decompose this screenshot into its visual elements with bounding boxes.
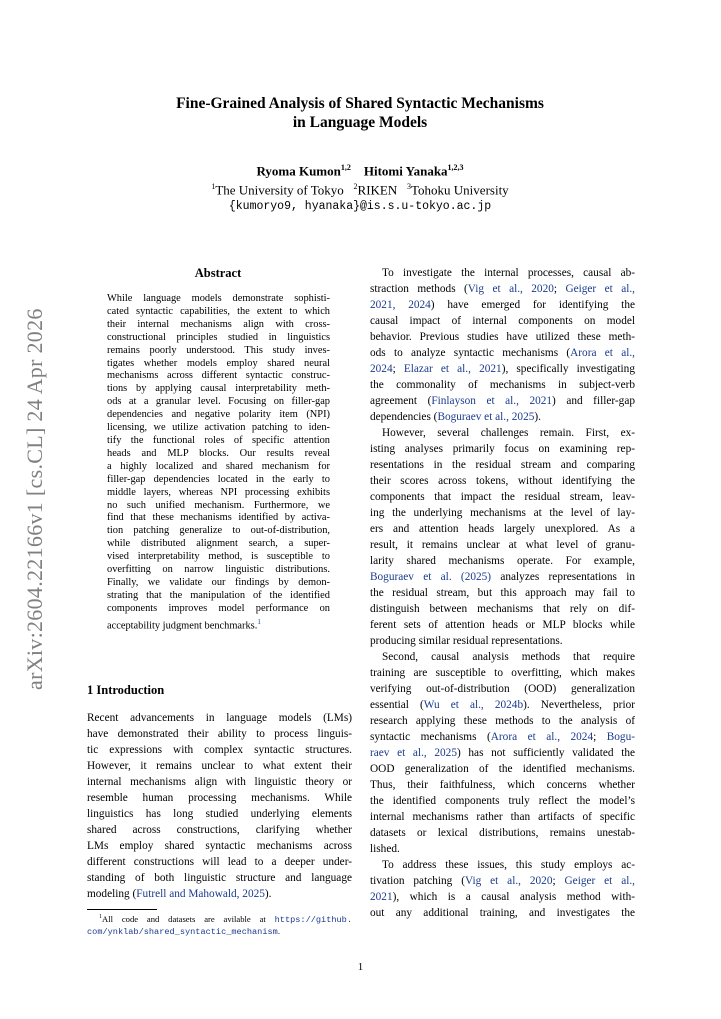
text-line: the commonality of mechanisms in subject-verb: [370, 379, 635, 391]
abstract-line: filler-gap dependencies located in the early to: [107, 473, 330, 485]
text-line: ing the underlying mechanisms at the level of lay-: [370, 507, 635, 519]
text-line: To address these issues, this study employs ac-: [382, 859, 635, 871]
citation-link[interactable]: Bogu-: [606, 731, 635, 743]
text-line: shared across constructions, clarifying whether: [87, 824, 352, 836]
section-heading-introduction: 1 Introduction: [87, 683, 165, 697]
abstract-line: Finally, we validate our findings by demon-: [107, 576, 330, 588]
text-line: [370, 345, 635, 361]
abstract-line: a highly localized and shared mechanism for: [107, 460, 330, 472]
title-line: Fine-Grained Analysis of Shared Syntactic Mechanisms: [176, 95, 544, 112]
text-line: [370, 569, 635, 585]
text-line: isting analyses primarily focus on examining rep-: [370, 443, 635, 455]
citation-link[interactable]: Elazar et al., 2021: [403, 363, 502, 375]
citation-link[interactable]: Boguraev et al. (2025): [370, 571, 492, 583]
text: ;: [552, 875, 565, 887]
abstract-heading: Abstract: [194, 266, 242, 280]
text-line: tic expressions with complex syntactic structures.: [87, 744, 352, 756]
footnote-line: [87, 912, 352, 926]
text-line: [370, 297, 635, 313]
footnote-divider: [87, 909, 157, 910]
affiliation: The University of Tokyo: [215, 182, 344, 198]
abstract-line: cated syntactic capabilities, the extent to which: [107, 305, 330, 317]
abstract-line: their internal mechanisms align with cross-: [107, 318, 330, 330]
text-line: behavior. Previous studies have utilized these meth-: [370, 331, 635, 343]
text: ).: [264, 888, 272, 900]
footnote-ref[interactable]: 1: [257, 617, 261, 626]
text-line: have demonstrated their ability to process linguis-: [87, 728, 352, 740]
text-line: their scores across tokens, without identifying the: [370, 475, 635, 487]
affiliation-mark: 2: [353, 182, 358, 192]
abstract-line: vised interpretability method, is susceptible to: [107, 551, 330, 563]
text-line: components that impact the residual stream, leav-: [370, 491, 635, 503]
citation-link[interactable]: Wu et al., 2024b: [423, 699, 524, 711]
abstract-line: licensing, we utilize activation patching to iden-: [107, 422, 330, 434]
text-line: larity shared mechanisms operate. For example,: [370, 555, 635, 567]
paragraph-overfitting: [370, 649, 635, 857]
text: ;: [593, 731, 607, 743]
text-line: causal impact of internal components on model: [370, 315, 635, 327]
footnote-line: [87, 926, 352, 939]
introduction-paragraph: [87, 710, 352, 902]
text-line: [370, 281, 635, 297]
text-line: [370, 889, 635, 905]
citation-link[interactable]: Arora et al.,: [570, 347, 635, 359]
abstract-line: dependencies and negative polarity item (NPI): [107, 409, 330, 421]
text-line: ers and attention heads largely unexplored. As a: [370, 523, 635, 535]
text-line: LMs employ shared syntactic mechanisms across: [87, 840, 352, 852]
text-line: OOD generalization of the identified mechanisms.: [370, 763, 635, 775]
author-email: {kumoryo9, hyanaka}@is.s.u-tokyo.ac.jp: [228, 199, 492, 213]
text-line: training are susceptible to overfitting, which makes: [370, 667, 635, 679]
citation-link[interactable]: 2021: [370, 891, 393, 903]
text-line: ferent sets of attention heads or MLP blocks while: [370, 619, 635, 631]
text-line: internal mechanisms rather than artifacts of specific: [370, 811, 635, 823]
right-column: [370, 265, 635, 921]
text-line: [87, 886, 352, 902]
author-name: Hitomi Yanaka: [363, 163, 448, 179]
footnote-text: All code and datasets are avilable at: [102, 913, 275, 924]
text-line: the residual stream, but this approach may fail to: [370, 587, 635, 599]
text-line: linguistics has long studied underlying elements: [87, 808, 352, 820]
abstract-line: no such unified mechanism. Furthermore, we: [107, 499, 330, 511]
text-line: [370, 729, 635, 745]
paragraph-challenges: [370, 425, 635, 649]
citation-link[interactable]: Finlayson et al., 2021: [431, 395, 553, 407]
abstract-line: ods at a granular level. Focusing on filler-gap: [107, 396, 330, 408]
abstract-body: [107, 293, 330, 633]
text: modeling (: [87, 888, 137, 900]
text-line: [370, 393, 635, 409]
text-line: standing of both linguistic structure and language: [87, 872, 352, 884]
abstract-line: find that these mechanisms identified by activa-: [107, 512, 330, 524]
citation-link[interactable]: Arora et al., 2024: [490, 731, 594, 743]
text: ods to analyze syntactic mechanisms (: [370, 347, 571, 359]
text-line: research applying these methods to the analysis of: [370, 715, 635, 727]
paragraph-causal-abstraction: [370, 265, 635, 425]
affiliation-mark: 1: [211, 182, 216, 192]
author-affiliation-mark: 1,2,3: [447, 163, 464, 172]
arxiv-stamp: arXiv:2604.22166v1 [cs.CL] 24 Apr 2026: [22, 308, 47, 690]
citation-link[interactable]: Boguraev et al., 2025: [437, 411, 535, 423]
text: ) and filler-gap: [552, 395, 635, 407]
author-names: [100, 160, 620, 179]
abstract-line: middle layers, whereas NPI processing exhibits: [107, 486, 330, 498]
text: dependencies (: [370, 411, 438, 423]
affiliations: [100, 179, 620, 198]
text-line: [370, 697, 635, 713]
text-line: producing similar residual representations.: [370, 635, 563, 647]
text-line: resemble human processing mechanisms. While: [87, 792, 352, 804]
text-line: To investigate the internal processes, causal ab-: [382, 267, 635, 279]
affiliation: RIKEN: [357, 182, 398, 198]
title-line: in Language Models: [292, 114, 428, 131]
footnote-url-link[interactable]: com/ynklab/shared_syntactic_mechanism: [87, 927, 278, 938]
text: analyzes representations in: [491, 571, 636, 583]
text: ). Nevertheless, prior: [523, 699, 635, 711]
text-line: internal mechanisms align with linguistic theory or: [87, 776, 352, 788]
abstract-line: remains poorly understood. This study inves-: [107, 344, 330, 356]
citation-link[interactable]: 2021, 2024: [370, 299, 431, 311]
footnote-mark: 1: [99, 914, 102, 920]
abstract-last-line: [107, 616, 330, 633]
text-line: lished.: [370, 843, 400, 855]
abstract-text: acceptability judgment benchmarks.: [107, 620, 258, 632]
text-line: Thus, their faithfulness, which concerns whether: [370, 779, 635, 791]
text-line: [370, 361, 635, 377]
citation-link[interactable]: Vig et al., 2020: [464, 875, 553, 887]
citation-link[interactable]: Vig et al., 2020: [467, 283, 554, 295]
affiliation-mark: 3: [407, 182, 412, 192]
citation-link[interactable]: Geiger et al.,: [564, 875, 635, 887]
text: ;: [553, 283, 566, 295]
text: tivation patching (: [370, 875, 465, 887]
abstract-line: strating that the manipulation of the identified: [107, 589, 330, 601]
abstract-line: heads and MLP blocks. Our results reveal: [107, 447, 330, 459]
text: ), specifically investigating: [501, 363, 635, 375]
text-line: different constructions will lead to a deeper under-: [87, 856, 352, 868]
author-name: Ryoma Kumon: [256, 163, 341, 179]
abstract-line: tion patching generalize to out-of-distribution,: [107, 525, 330, 537]
text-line: Recent advancements in language models (LMs): [87, 712, 352, 724]
abstract-line: tigates whether models employ shared neural: [107, 357, 330, 369]
paragraph-approach: [370, 857, 635, 921]
abstract-line: components improves model performance on: [107, 602, 330, 614]
text: essential (: [370, 699, 424, 711]
abstract-line: constructional principles studied in linguistics: [107, 331, 330, 343]
page-number: 1: [357, 961, 364, 973]
abstract-line: tify the functional roles of specific attention: [107, 434, 330, 446]
text: syntactic mechanisms (: [370, 731, 491, 743]
abstract-line: While language models demonstrate sophisti-: [107, 293, 330, 304]
text: ) have emerged for identifying the: [430, 299, 635, 311]
text-line: distinguish between mechanisms that rely on dif-: [370, 603, 635, 615]
affiliation: Tohoku University: [411, 182, 509, 198]
footnote-text: .: [277, 926, 280, 937]
abstract-line: while distributed alignment search, a super-: [107, 538, 330, 550]
text: agreement (: [370, 395, 432, 407]
text-line: result, it remains unclear at what level of granu-: [370, 539, 635, 551]
text-line: datasets or lexical distributions, remains unestab-: [370, 827, 635, 839]
footnote: [87, 912, 352, 939]
text-line: resentations in the residual stream and comparing: [370, 459, 635, 471]
author-block: [100, 160, 620, 215]
citation-link[interactable]: Futrell and Mahowald, 2025: [136, 888, 265, 900]
text-line: the identified components truly reflect the model’s: [370, 795, 635, 807]
author-affiliation-mark: 1,2: [340, 163, 351, 172]
text-line: Second, causal analysis methods that require: [382, 651, 635, 663]
text-line: [370, 409, 635, 425]
text-line: [370, 745, 635, 761]
citation-link[interactable]: raev et al., 2025: [370, 747, 457, 759]
abstract-line: tions by applying causal interpretability meth-: [107, 383, 330, 395]
paper-title: [100, 94, 620, 132]
citation-link[interactable]: 2024: [370, 363, 393, 375]
citation-link[interactable]: Geiger et al.,: [565, 283, 635, 295]
text: ), which is a causal analysis method with-: [392, 891, 635, 903]
text-line: However, several challenges remain. First, ex-: [382, 427, 635, 439]
footnote-url-link[interactable]: https://github.: [274, 914, 352, 925]
text: ) has not sufficiently validated the: [456, 747, 636, 759]
text: ).: [534, 411, 541, 423]
text-line: out any additional training, and investigates the: [370, 907, 635, 919]
text: ;: [392, 363, 404, 375]
abstract-line: overfitting on narrow linguistic distributions.: [107, 564, 330, 576]
text-line: However, it remains unclear to what extent their: [87, 760, 352, 772]
text-line: verifying out-of-distribution (OOD) generalization: [370, 683, 635, 695]
abstract-line: mechanisms across different syntactic construc-: [107, 370, 330, 382]
text-line: [370, 873, 635, 889]
text: straction methods (: [370, 283, 468, 295]
